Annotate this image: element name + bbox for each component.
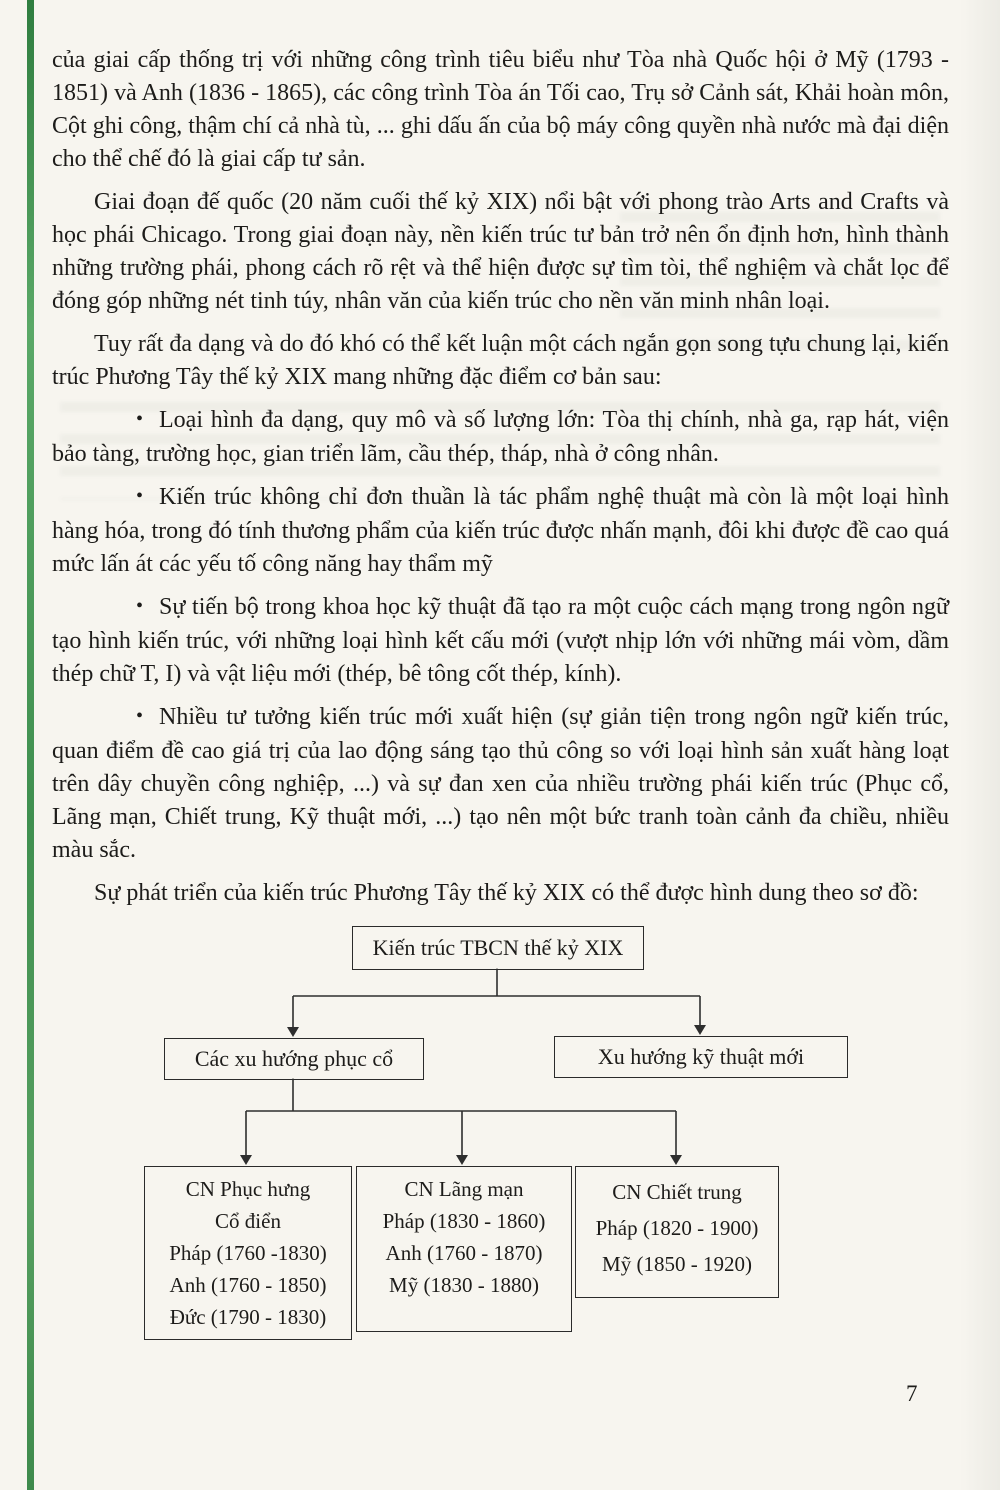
leaf-entry: Đức (1790 - 1830): [169, 1305, 327, 1329]
scan-green-edge-strip: [27, 0, 34, 1490]
paragraph-summary-intro: Tuy rất đa dạng và do đó khó có thể kết luận một cách ngắn gọn song tựu chung lại, kiến trúc Phương Tây thế kỷ XIX mang những đặc điểm cơ bản sau:: [52, 331, 949, 390]
page-text-block: [52, 44, 949, 1352]
bullet-text: Loại hình đa dạng, quy mô và số lượng lớn: Tòa thị chính, nhà ga, rạp hát, viện bảo tàng, trường học, gian triển lãm, cầu thép, tháp, nhà ở công nhân.: [52, 407, 949, 467]
leaf-entry: Pháp (1830 - 1860): [382, 1209, 546, 1233]
leaf-entry: Mỹ (1850 - 1920): [602, 1252, 752, 1276]
diagram-leaf-romanticism: [356, 1166, 572, 1332]
diagram-branch-new-technology: [554, 1036, 848, 1078]
bullet-item-technology: [52, 591, 949, 691]
bullet-text: Sự tiến bộ trong khoa học kỹ thuật đã tạo ra một cuộc cách mạng trong ngôn ngữ tạo hình kiến trúc, với những loại hình kết cấu mới (vượt nhịp lớn với những mái vòm, dầm thép chữ T, I) và vật liệu mới (thép, bê tông cốt thép, kính).: [52, 594, 949, 687]
bullet-icon: •: [136, 705, 144, 727]
bullet-item-typologies: [52, 404, 949, 471]
scan-gutter-shade: [960, 0, 1000, 1490]
diagram-leaf-eclecticism: [575, 1166, 779, 1298]
bullet-text: Nhiều tư tưởng kiến trúc mới xuất hiện (sự giản tiện trong ngôn ngữ kiến trúc, quan điểm đề cao giá trị của lao động sáng tạo thủ công so với loại hình sản xuất hàng loạt trên dây chuyền công nghiệp, ...) và sự đan xen của nhiều trường phái kiến trúc (Phục cổ, Lãng mạn, Chiết trung, Kỹ thuật mới, ...) tạo nên một bức tranh toàn cảnh đa chiều, nhiều màu sắc.: [52, 704, 949, 863]
bullet-text: Kiến trúc không chỉ đơn thuần là tác phẩm nghệ thuật mà còn là một loại hình hàng hóa, trong đó tính thương phẩm của kiến trúc được nhấn mạnh, đôi khi được đề cao quá mức lấn át các yếu tố công năng hay thẩm mỹ: [52, 484, 949, 577]
paragraph-diagram-intro: Sự phát triển của kiến trúc Phương Tây thế kỷ XIX có thể được hình dung theo sơ đồ:: [94, 880, 919, 906]
bullet-item-new-ideas: [52, 701, 949, 867]
leaf-entry: Mỹ (1830 - 1880): [389, 1273, 539, 1297]
leaf-title: CN Lãng mạn: [404, 1177, 524, 1201]
paragraph-imperial-period: Giai đoạn đế quốc (20 năm cuối thế kỷ XIX) nổi bật với phong trào Arts and Crafts và học phái Chicago. Trong giai đoạn này, nền kiến trúc tư bản trở nên ổn định hơn, hình thành những trường phái, phong cách rõ rệt và thể hiện được sự tìm tòi, thể nghiệm và chắt lọc để đóng góp những nét tinh túy, nhân văn của kiến trúc cho nền văn minh nhân loại.: [52, 189, 949, 314]
bullet-icon: •: [136, 408, 144, 430]
bullet-item-commodity: [52, 481, 949, 581]
leaf-title: Cổ điển: [215, 1209, 281, 1233]
paragraph-government-buildings: của giai cấp thống trị với những công trình tiêu biểu như Tòa nhà Quốc hội ở Mỹ (1793 - 1851) và Anh (1836 - 1865), các công trình Tòa án Tối cao, Trụ sở Cảnh sát, Khải hoàn môn, Cột ghi công, thậm chí cả nhà tù, ... ghi dấu ấn của bộ máy công quyền nhà nước mà đại diện cho thể chế đó là giai cấp tư sản.: [52, 47, 949, 172]
leaf-entry: Pháp (1820 - 1900): [595, 1216, 759, 1240]
diagram-branch-label: Xu hướng kỹ thuật mới: [597, 1044, 805, 1069]
diagram-root-label: Kiến trúc TBCN thế kỷ XIX: [372, 935, 624, 960]
leaf-entry: Pháp (1760 -1830): [169, 1241, 327, 1265]
bullet-icon: •: [136, 595, 144, 617]
diagram-leaf-renaissance-classicism: [144, 1166, 352, 1340]
diagram-branch-label: Các xu hướng phục cổ: [194, 1046, 394, 1071]
diagram-branch-revival-trends: [164, 1038, 424, 1080]
leaf-entry: Anh (1760 - 1850): [169, 1273, 327, 1297]
leaf-title: CN Phục hưng: [185, 1177, 311, 1201]
leaf-title: CN Chiết trung: [612, 1180, 742, 1204]
page-number: 7: [906, 1381, 918, 1406]
architecture-development-diagram: [52, 920, 949, 1352]
bullet-icon: •: [136, 485, 144, 507]
diagram-root-box: [352, 926, 644, 970]
leaf-entry: Anh (1760 - 1870): [385, 1241, 543, 1265]
